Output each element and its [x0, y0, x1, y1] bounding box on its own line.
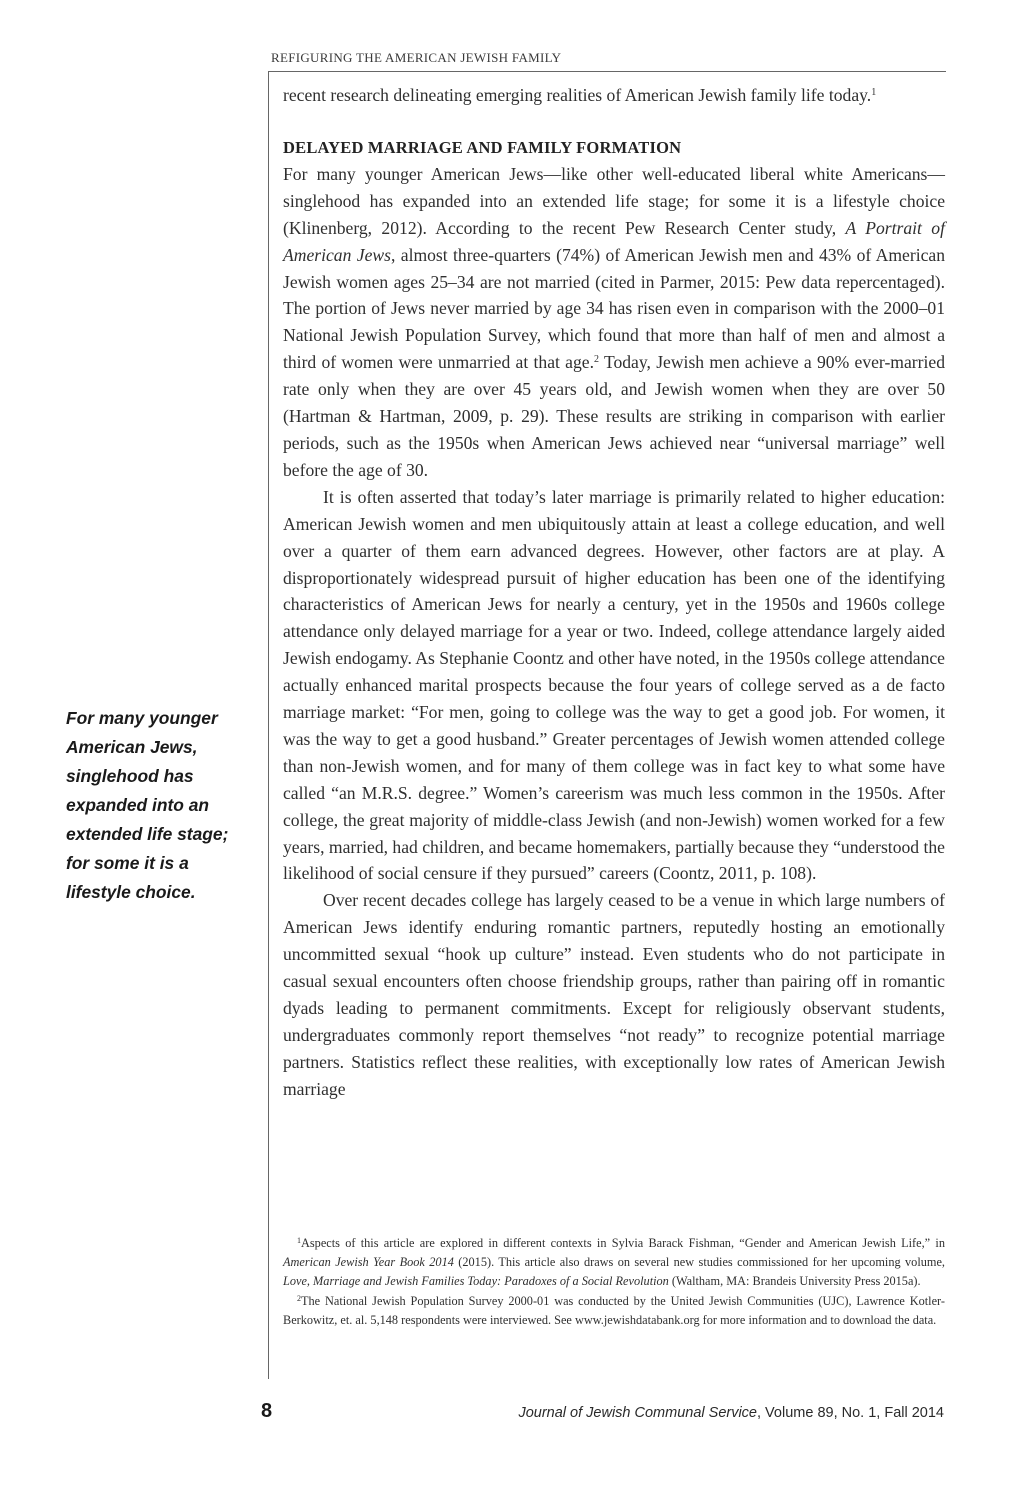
main-text-column — [283, 82, 945, 1103]
running-head: REFIGURING THE AMERICAN JEWISH FAMILY — [271, 50, 562, 65]
header-rule — [268, 71, 946, 72]
footnote-1-text-c: (Waltham, MA: Brandeis University Press 2015a). — [668, 1273, 921, 1288]
section-heading: DELAYED MARRIAGE AND FAMILY FORMATION — [283, 137, 682, 157]
footnote-2-text: The National Jewish Population Survey 2000-01 was conducted by the United Jewish Communities (UJC), Lawrence Kotler-Berkowitz, et. al. 5,148 respondents were interviewed. See www.jewishdatabank.org for more information and to download the data. — [283, 1294, 945, 1328]
journal-citation — [518, 1405, 944, 1421]
journal-name: Journal of Jewish Communal Service — [518, 1405, 757, 1421]
paragraph-1-text-a: For many younger American Jews—like other well-educated liberal white Americans—singlehood has expanded into an extended life stage; for some it is a lifestyle choice (Klinenberg, 2012). According to the recent Pew Research Center study, — [283, 163, 945, 238]
paragraph-1-text-b: , almost three-quarters (74%) of American Jewish men and 43% of American Jewish women ages 25–34 are not married (cited in Parmer, 2015: Pew data repercentaged). The portion of Jews never married by age 34 has risen even in comparison with the 2000–01 National Jewish Population Survey, which found that more than half of men and almost a third of women were unmarried at that age. — [283, 244, 946, 373]
footnote-1-title-1: American Jewish Year Book 2014 — [283, 1254, 454, 1269]
footnote-2 — [283, 1292, 945, 1330]
footnote-1-title-2: Love, Marriage and Jewish Families Today: Paradoxes of a Social Revolution — [283, 1273, 669, 1288]
paragraph-3: Over recent decades college has largely ceased to be a venue in which large numbers of American Jews identify enduring romantic partners, reputedly hosting an emotionally uncommitted sexual “hook up culture” instead. Even students who do not participate in casual sexual encounters often choose friendship groups, rather than pairing off in romantic dyads leading to permanent commitments. Except for religiously observant students, undergraduates commonly report themselves “not ready” to recognize potential marriage partners. Statistics reflect these realities, with exceptionally low rates of American Jewish marriage — [283, 890, 945, 1099]
page-number: 8 — [261, 1400, 273, 1422]
journal-issue: , Volume 89, No. 1, Fall 2014 — [757, 1405, 944, 1421]
footnote-2-mark: 2 — [297, 1294, 301, 1304]
paragraph-1 — [283, 161, 945, 484]
footnote-1-text-a: Aspects of this article are explored in different contexts in Sylvia Barack Fishman, “Gender and American Jewish Life,” in — [301, 1236, 945, 1250]
intro-paragraph — [283, 82, 945, 109]
paragraph-1-title: A Portrait of American Jews — [283, 217, 945, 265]
footnote-1-text-b: (2015). This article also draws on several new studies commissioned for her upcoming volume, — [453, 1254, 945, 1269]
footnote-1 — [283, 1234, 945, 1290]
paragraph-1-text-c: Today, Jewish men achieve a 90% ever-married rate only when they are over 45 years old, and Jewish women when they are over 50 (Hartman & Hartman, 2009, p. 29). These results are striking in comparison with earlier periods, such as the 1950s when American Jews achieved near “universal marriage” well before the age of 30. — [283, 352, 946, 480]
intro-text: recent research delineating emerging realities of American Jewish family life today. — [283, 85, 872, 105]
paragraph-2: It is often asserted that today’s later marriage is primarily related to higher education: American Jewish women and men ubiquitously attain at least a college education, and well over a quarter of them earn advanced degrees. However, other factors are at play. A disproportionately widespread pursuit of higher education has been one of the identifying characteristics of American Jews for nearly a century, yet in the 1950s and 1960s college attendance only delayed marriage for a year or two. Indeed, college attendance largely aided Jewish endogamy. As Stephanie Coontz and other have noted, in the 1950s college attendance actually enhanced marital prospects because the four years of college served as a de facto marriage market: “For men, going to college was the way to get a good job. For women, it was the way to get a good husband.” Greater percentages of Jewish women attended college than non-Jewish women, and for many of them college was in fact key to what some have called “an M.R.S. degree.” Women’s careerism was much less common in the 1950s. After college, the great majority of middle-class Jewish (and non-Jewish) women worked for a few years, married, had children, and became homemakers, partially because they “understood the likelihood of social censure if they pursued” careers (Coontz, 2011, p. 108). — [283, 486, 945, 884]
column-rule — [268, 71, 269, 1379]
footnote-ref-2: 2 — [593, 354, 599, 366]
footnote-ref-1: 1 — [871, 87, 877, 98]
pull-quote: For many younger American Jews, singlehood has expanded into an extended life stage; for some it is a lifestyle choice. — [66, 708, 229, 902]
footnotes — [283, 1234, 945, 1332]
footnote-1-mark: 1 — [297, 1236, 301, 1245]
